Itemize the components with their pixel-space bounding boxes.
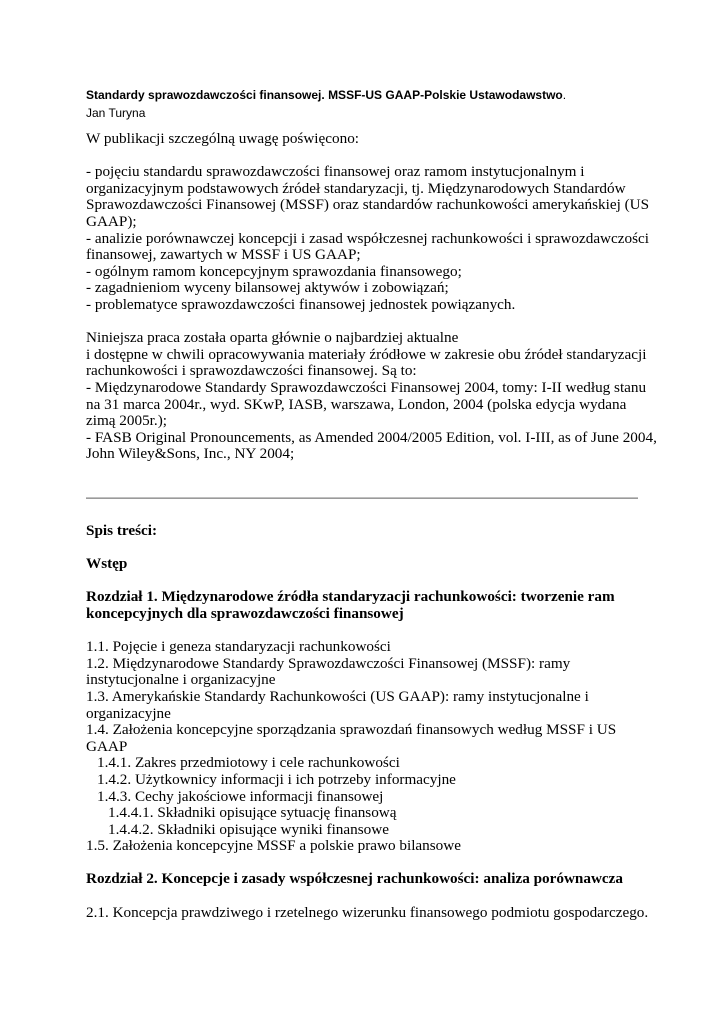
toc-heading: Spis treści: — [86, 522, 158, 539]
topic-line: organizacyjnym podstawowych źródeł standaryzacji, tj. Międzynarodowych Standardów — [86, 179, 626, 197]
toc-subsubitem: 1.4.4.1. Składniki opisujące sytuację finansową — [108, 804, 397, 822]
chapter-heading-line: Rozdział 1. Międzynarodowe źródła standaryzacji rachunkowości: tworzenie ram — [86, 588, 615, 606]
horizontal-divider — [86, 497, 638, 499]
sources-line: John Wiley&Sons, Inc., NY 2004; — [86, 445, 295, 463]
document-title — [86, 86, 566, 104]
toc-item: 1.4. Założenia koncepcyjne sporządzania sprawozdań finansowych według MSSF i US — [86, 721, 617, 739]
topic-line: GAAP); — [86, 212, 137, 230]
sources-line: Niniejsza praca została oparta głównie o najbardziej aktualne — [86, 329, 459, 347]
topic-line: finansowej, zawartych w MSSF i US GAAP; — [86, 246, 361, 264]
chapter-2-heading: Rozdział 2. Koncepcje i zasady współczesnej rachunkowości: analiza porównawcza — [86, 870, 624, 888]
chapter-heading-line: koncepcyjnych dla sprawozdawczości finansowej — [86, 604, 404, 622]
toc-item: GAAP — [86, 737, 128, 755]
title-dot: . — [562, 88, 567, 102]
chapter-1-heading — [86, 589, 646, 622]
sources-line: zimą 2005r.); — [86, 412, 167, 430]
sources-line: - Międzynarodowe Standardy Sprawozdawczości Finansowej 2004, tomy: I-II według stanu — [86, 378, 647, 396]
document-author: Jan Turyna — [86, 106, 146, 120]
toc-item: organizacyjne — [86, 704, 171, 722]
topic-line: - ogólnym ramom koncepcyjnym sprawozdania finansowego; — [86, 262, 462, 280]
title-text: Standardy sprawozdawczości finansowej. MSSF-US GAAP-Polskie Ustawodawstwo — [86, 88, 563, 102]
intro-paragraph: W publikacji szczególną uwagę poświęcono: — [86, 130, 360, 147]
toc-item: 1.2. Międzynarodowe Standardy Sprawozdawczości Finansowej (MSSF): ramy — [86, 654, 571, 672]
toc-item: 2.1. Koncepcja prawdziwego i rzetelnego wizerunku finansowego podmiotu gospodarczego. — [86, 903, 649, 921]
toc-item: 1.3. Amerykańskie Standardy Rachunkowości (US GAAP): ramy instytucjonalne i — [86, 687, 589, 705]
toc-subitem: 1.4.2. Użytkownicy informacji i ich potrzeby informacyjne — [97, 770, 456, 788]
table-of-contents — [86, 522, 649, 938]
toc-item: instytucjonalne i organizacyjne — [86, 671, 276, 689]
toc-subitem: 1.4.1. Zakres przedmiotowy i cele rachunkowości — [97, 754, 400, 772]
topic-line: - zagadnieniom wyceny bilansowej aktywów i zobowiązań; — [86, 279, 449, 297]
sources-line: na 31 marca 2004r., wyd. SKwP, IASB, warszawa, London, 2004 (polska edycja wydana — [86, 395, 627, 413]
sources-line: i dostępne w chwili opracowywania materiały źródłowe w zakresie obu źródeł standaryzacji — [86, 345, 647, 363]
toc-item: 1.1. Pojęcie i geneza standaryzacji rachunkowości — [86, 638, 391, 656]
topic-line: - analizie porównawczej koncepcji i zasad współczesnej rachunkowości i sprawozdawczości — [86, 229, 649, 247]
sources-paragraph — [86, 329, 657, 463]
document-header — [86, 86, 566, 122]
topic-line: - problematyce sprawozdawczości finansowej jednostek powiązanych. — [86, 295, 516, 313]
topics-list — [86, 163, 650, 313]
toc-subitem: 1.4.3. Cechy jakościowe informacji finansowej — [97, 787, 384, 805]
chapter-1-items — [86, 639, 646, 855]
toc-intro-heading: Wstęp — [86, 555, 128, 573]
topic-line: Sprawozdawczości Finansowej (MSSF) oraz standardów rachunkowości amerykańskiej (US — [86, 196, 650, 214]
topic-line: - pojęciu standardu sprawozdawczości finansowej oraz ramom instytucjonalnym i — [86, 163, 585, 181]
toc-subsubitem: 1.4.4.2. Składniki opisujące wyniki finansowe — [108, 820, 389, 838]
publication-description — [86, 130, 657, 479]
chapter-2-items — [86, 903, 649, 922]
sources-line: - FASB Original Pronouncements, as Amended 2004/2005 Edition, vol. I-III, as of June 2004, — [86, 428, 657, 446]
sources-line: rachunkowości i sprawozdawczości finansowej. Są to: — [86, 362, 417, 380]
toc-item: 1.5. Założenia koncepcyjne MSSF a polskie prawo bilansowe — [86, 837, 461, 855]
